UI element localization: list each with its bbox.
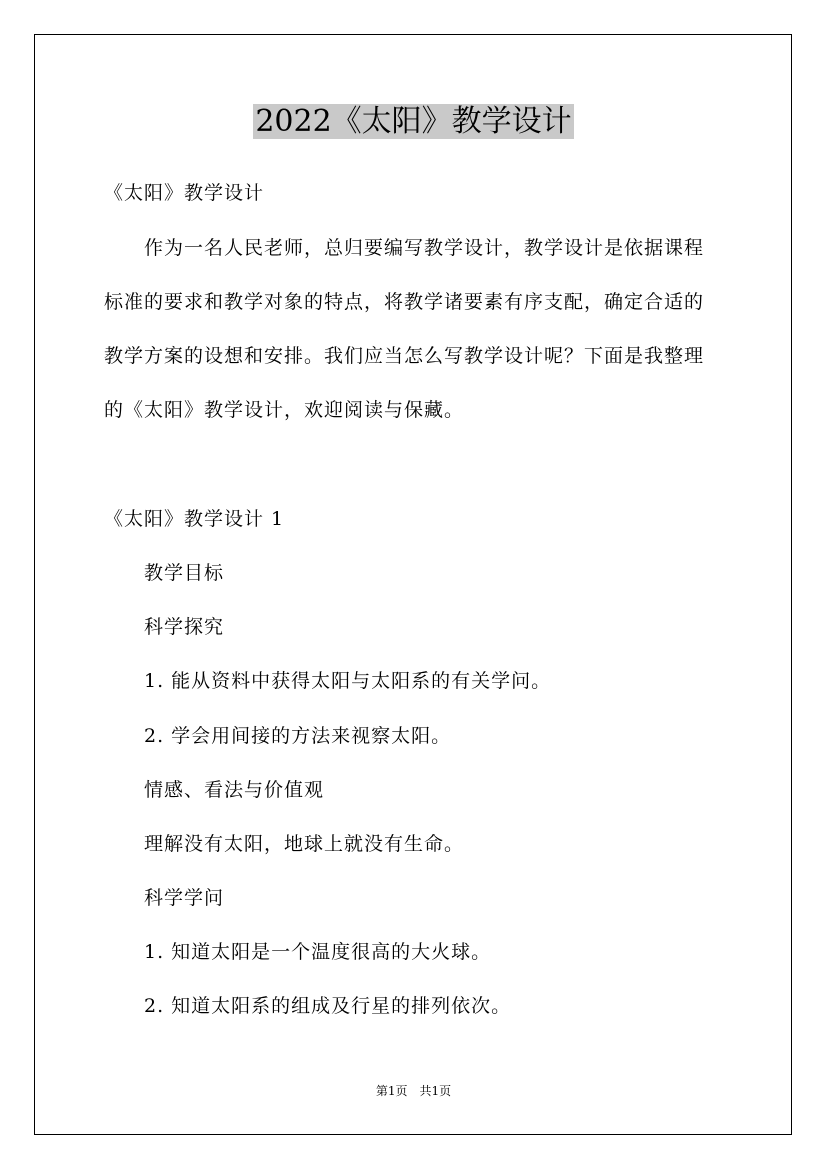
body-line-6: 理解没有太阳，地球上就没有生命。 (144, 833, 465, 855)
intro-line-1: 作为一名人民老师，总归要编写教学设计，教学设计是依据课程 (144, 237, 705, 259)
document-title-container (0, 100, 827, 144)
body-line-5: 情感、看法与价值观 (144, 779, 325, 801)
body-line-9: 2. 知道太阳系的组成及行星的排列依次。 (144, 995, 512, 1017)
body-line-8: 1. 知道太阳是一个温度很高的大火球。 (144, 941, 492, 963)
body-line-3: 1. 能从资料中获得太阳与太阳系的有关学问。 (144, 670, 552, 692)
intro-line-2: 标准的要求和教学对象的特点，将教学诸要素有序支配，确定合适的 (104, 291, 705, 313)
document-title: 2022《太阳》教学设计 (255, 104, 572, 139)
section-heading: 《太阳》教学设计 1 (104, 508, 285, 530)
body-line-7: 科学学问 (144, 887, 225, 909)
intro-line-3: 教学方案的设想和安排。我们应当怎么写教学设计呢？下面是我整理 (104, 345, 705, 367)
body-line-2: 科学探究 (144, 616, 225, 638)
intro-line-4: 的《太阳》教学设计，欢迎阅读与保藏。 (104, 399, 465, 421)
document-subtitle: 《太阳》教学设计 (104, 182, 265, 204)
body-line-4: 2. 学会用间接的方法来视察太阳。 (144, 725, 452, 747)
body-line-1: 教学目标 (144, 562, 225, 584)
page-footer: 第1页 共1页 (375, 1084, 452, 1098)
